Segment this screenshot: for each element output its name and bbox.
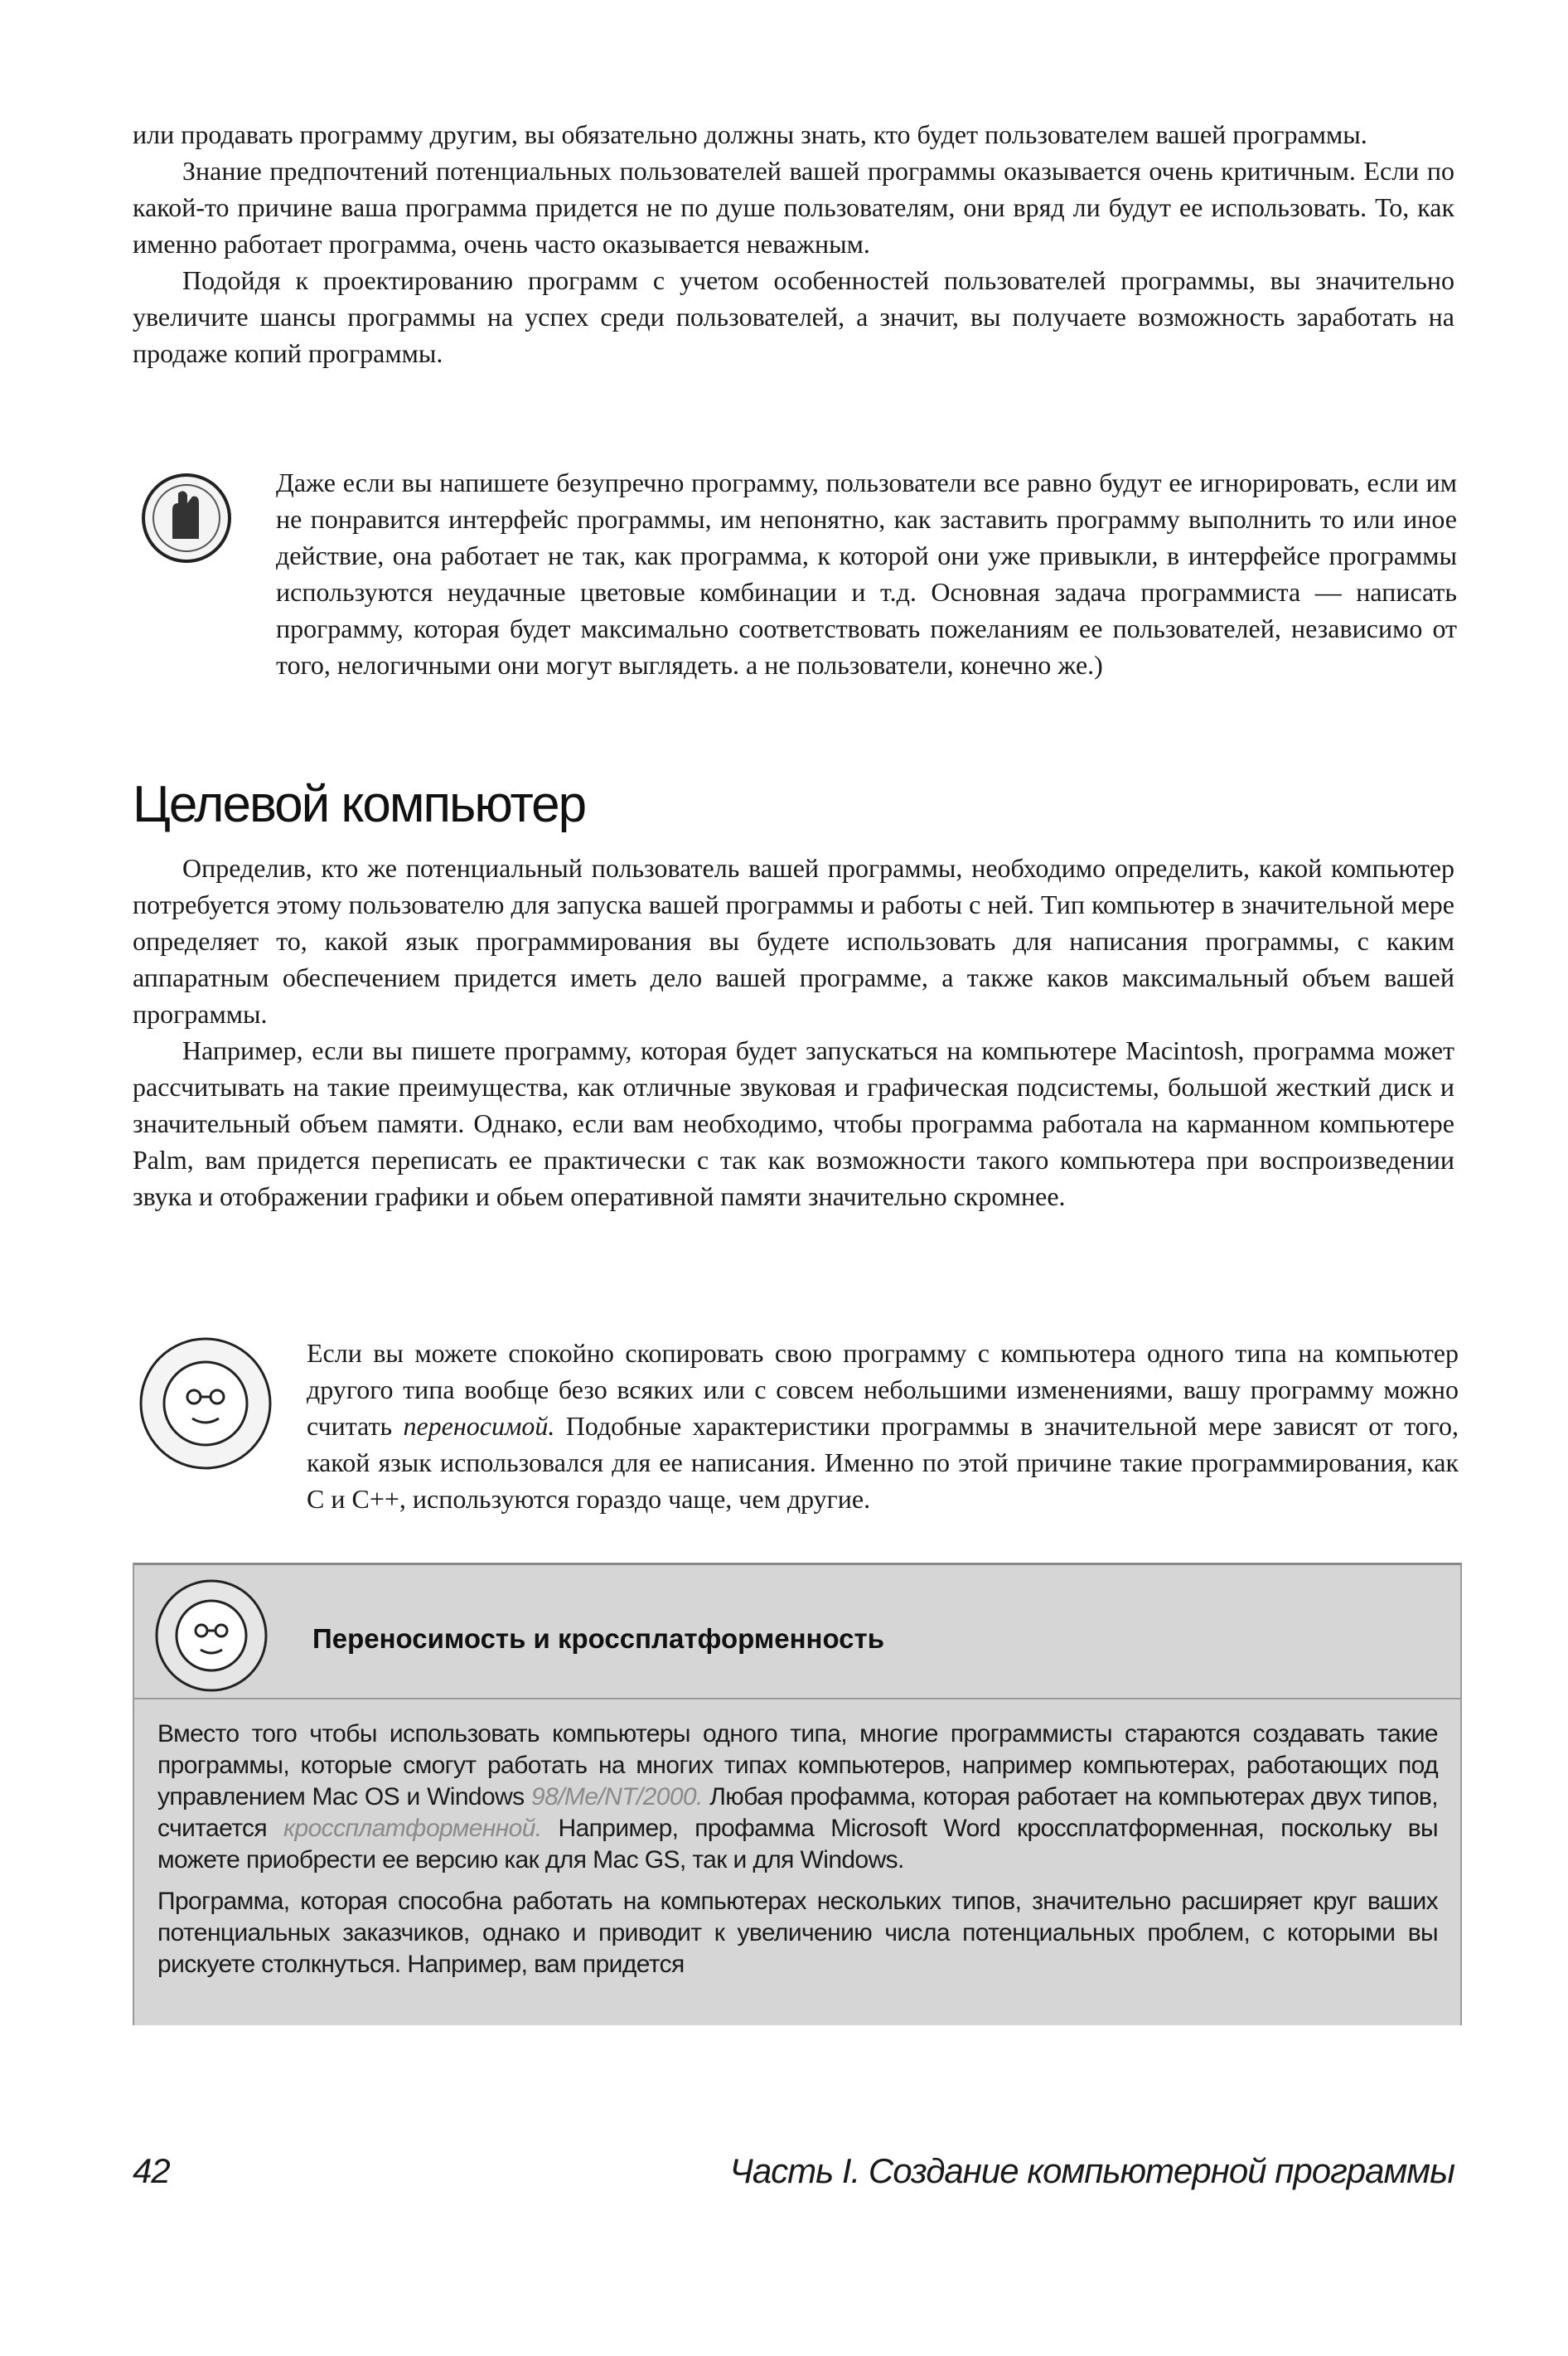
remember-note <box>276 464 1457 683</box>
page-number: 42 <box>133 2151 170 2190</box>
sidebar-title: Переносимость и кроссплатформенность <box>312 1623 884 1654</box>
technical-note-text-b: Подобные характеристики программы в значительной мере зависят от того, какой язык использовался для ее написания. Именно по этой причине такие программирования, как С и С++, используются гораздо чаще, чем другие. <box>307 1411 1459 1514</box>
paragraph: Определив, кто же потенциальный пользователь вашей программы, необходимо определить, какой компьютер потребуется этому пользователю для запуска вашей программы и работы с ней. Тип компьютер в значительной мере определяет то, какой язык программирования вы будете использовать для написания программы, с каким аппаратным обеспечением придется иметь дело вашей программе, а также каков максимальный объем вашей программы. <box>133 853 1454 1029</box>
paragraph: Например, если вы пишете программу, которая будет запускаться на компьютере Macintosh, программа может рассчитывать на такие преимущества, как отличные звуковая и графическая подсистемы, большой жесткий диск и значительный объем памяти. Однако, если вам необходимо, чтобы программа работала на карманном компьютере Palm, вам придется переписать ее практически с так как возможности такого компьютера при воспроизведении звука и отображении графики и обьем оперативной памяти значительно скромнее. <box>133 1035 1454 1211</box>
remember-note-text: Даже если вы напишете безупречно программу, пользователи все равно будут ее игнорировать, если им не понравится интерфейс программы, им непонятно, как заставить программу выполнить то или иное действие, она работает не так, как программа, к которой они уже привыкли, в интерфейсе программы используются неудачные цветовые комбинации и т.д. Основная задача программиста — написать программу, которая будет максимально соответствовать пожеланиям ее пользователей, независимо от того, нелогичными они могут выглядеть. а не пользователи, конечно же.) <box>276 468 1457 680</box>
technical-note-term: переносимой. <box>403 1411 555 1441</box>
sidebar-text <box>157 1719 1438 1990</box>
sidebar-text-b: Любая профамма, которая работает на компьютерах двух типов, считается <box>157 1783 1438 1842</box>
intro-text <box>133 116 1454 371</box>
technical-note-text <box>307 1335 1459 1517</box>
sidebar-paragraph <box>157 1719 1438 1876</box>
paragraph: Подойдя к проектированию программ с учетом особенностей пользователей программы, вы значительно увеличите шансы программы на успех среди пользователей, а значит, вы получаете возможность заработать на продаже копий программы. <box>133 265 1454 368</box>
sidebar-text-a: Вместо того чтобы использовать компьютеры одного типа, многие программисты стараются создавать такие программы, которые смогут работать на многих типах компьютеров, например компьютерах, работающих под управлением Mac OS и Windows <box>157 1720 1438 1811</box>
sidebar-text-faint: 98/Me/NT/2000. <box>531 1783 703 1811</box>
sidebar-text-c: Например, профамма Microsoft Word кроссплатформенная, поскольку вы можете приобрести ее версию как для Mac GS, так и для Windows. <box>157 1815 1438 1874</box>
remember-icon <box>133 460 240 568</box>
sidebar-term: кроссплатформенной. <box>283 1815 542 1842</box>
sidebar-divider <box>134 1698 1460 1699</box>
technical-details-icon <box>149 1573 273 1698</box>
technical-note <box>307 1335 1459 1517</box>
section-title: Целевой компьютер <box>133 776 586 833</box>
section-text <box>133 850 1454 1214</box>
paragraph: или продавать программу другим, вы обязательно должны знать, кто будет пользователем вашей программы. <box>133 119 1367 149</box>
chapter-title: Часть I. Создание компьютерной программы <box>729 2151 1454 2190</box>
page-footer <box>133 2151 1454 2201</box>
technical-details-icon <box>133 1331 278 1476</box>
sidebar-paragraph: Программа, которая способна работать на компьютерах нескольких типов, значительно расширяет круг ваших потенциальных заказчиков, однако и приводит к увеличению числа потенциальных проблем, с которыми вы рискуете столкнуться. Например, вам придется <box>157 1888 1438 1978</box>
paragraph: Знание предпочтений потенциальных пользователей вашей программы оказывается очень критичным. Если по какой-то причине ваша программа придется не по душе пользователям, они вряд ли будут ее использовать. То, как именно работает программа, очень часто оказывается неважным. <box>133 156 1454 259</box>
technical-note-text-a: Если вы можете спокойно скопировать свою программу с компьютера одного типа на компьютер другого типа вообще безо всяких или с совсем небольшими изменениями, вашу программу можно считать <box>307 1338 1459 1441</box>
sidebar-box <box>133 1563 1462 2025</box>
